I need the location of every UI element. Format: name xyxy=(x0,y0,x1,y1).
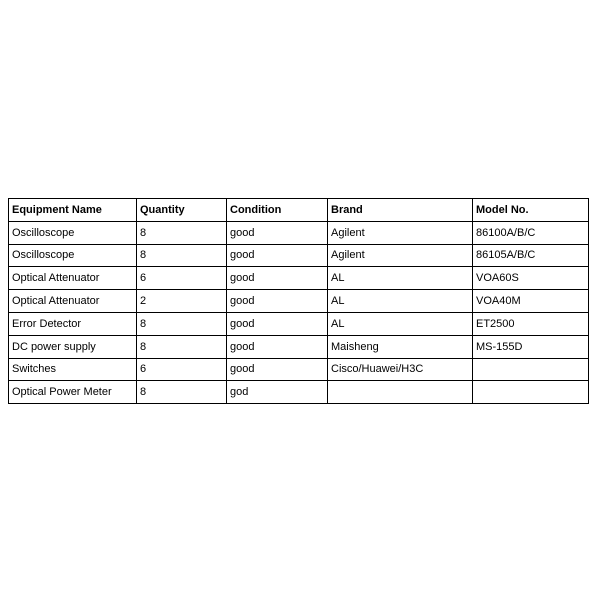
cell-equipment-name: Optical Power Meter xyxy=(9,381,137,404)
cell-model-no: VOA60S xyxy=(473,267,589,290)
cell-quantity: 6 xyxy=(137,358,227,381)
cell-condition: good xyxy=(227,221,328,244)
cell-brand xyxy=(328,381,473,404)
cell-equipment-name: Oscilloscope xyxy=(9,244,137,267)
cell-condition: good xyxy=(227,358,328,381)
cell-condition: good xyxy=(227,312,328,335)
cell-condition: good xyxy=(227,267,328,290)
table-row xyxy=(9,221,589,244)
cell-equipment-name: Switches xyxy=(9,358,137,381)
cell-brand: Maisheng xyxy=(328,335,473,358)
column-header-equipment-name: Equipment Name xyxy=(9,199,137,222)
cell-brand: Cisco/Huawei/H3C xyxy=(328,358,473,381)
cell-brand: AL xyxy=(328,312,473,335)
cell-equipment-name: Error Detector xyxy=(9,312,137,335)
cell-model-no: ET2500 xyxy=(473,312,589,335)
column-header-quantity: Quantity xyxy=(137,199,227,222)
equipment-table xyxy=(8,198,589,404)
table-row xyxy=(9,244,589,267)
cell-brand: AL xyxy=(328,290,473,313)
cell-equipment-name: Oscilloscope xyxy=(9,221,137,244)
cell-equipment-name: DC power supply xyxy=(9,335,137,358)
table-row xyxy=(9,312,589,335)
table-row xyxy=(9,358,589,381)
table-row xyxy=(9,267,589,290)
cell-model-no xyxy=(473,381,589,404)
cell-quantity: 8 xyxy=(137,221,227,244)
cell-quantity: 8 xyxy=(137,335,227,358)
column-header-brand: Brand xyxy=(328,199,473,222)
cell-model-no: 86100A/B/C xyxy=(473,221,589,244)
cell-condition: good xyxy=(227,335,328,358)
table-row xyxy=(9,381,589,404)
cell-brand: Agilent xyxy=(328,244,473,267)
cell-model-no xyxy=(473,358,589,381)
cell-condition: good xyxy=(227,290,328,313)
cell-quantity: 8 xyxy=(137,244,227,267)
cell-model-no: MS-155D xyxy=(473,335,589,358)
cell-model-no: VOA40M xyxy=(473,290,589,313)
cell-condition: god xyxy=(227,381,328,404)
column-header-condition: Condition xyxy=(227,199,328,222)
cell-quantity: 8 xyxy=(137,381,227,404)
cell-brand: AL xyxy=(328,267,473,290)
cell-condition: good xyxy=(227,244,328,267)
cell-model-no: 86105A/B/C xyxy=(473,244,589,267)
column-header-model-no: Model No. xyxy=(473,199,589,222)
table-header-row xyxy=(9,199,589,222)
cell-quantity: 6 xyxy=(137,267,227,290)
cell-quantity: 2 xyxy=(137,290,227,313)
table-row xyxy=(9,290,589,313)
cell-quantity: 8 xyxy=(137,312,227,335)
cell-brand: Agilent xyxy=(328,221,473,244)
cell-equipment-name: Optical Attenuator xyxy=(9,267,137,290)
table-row xyxy=(9,335,589,358)
cell-equipment-name: Optical Attenuator xyxy=(9,290,137,313)
